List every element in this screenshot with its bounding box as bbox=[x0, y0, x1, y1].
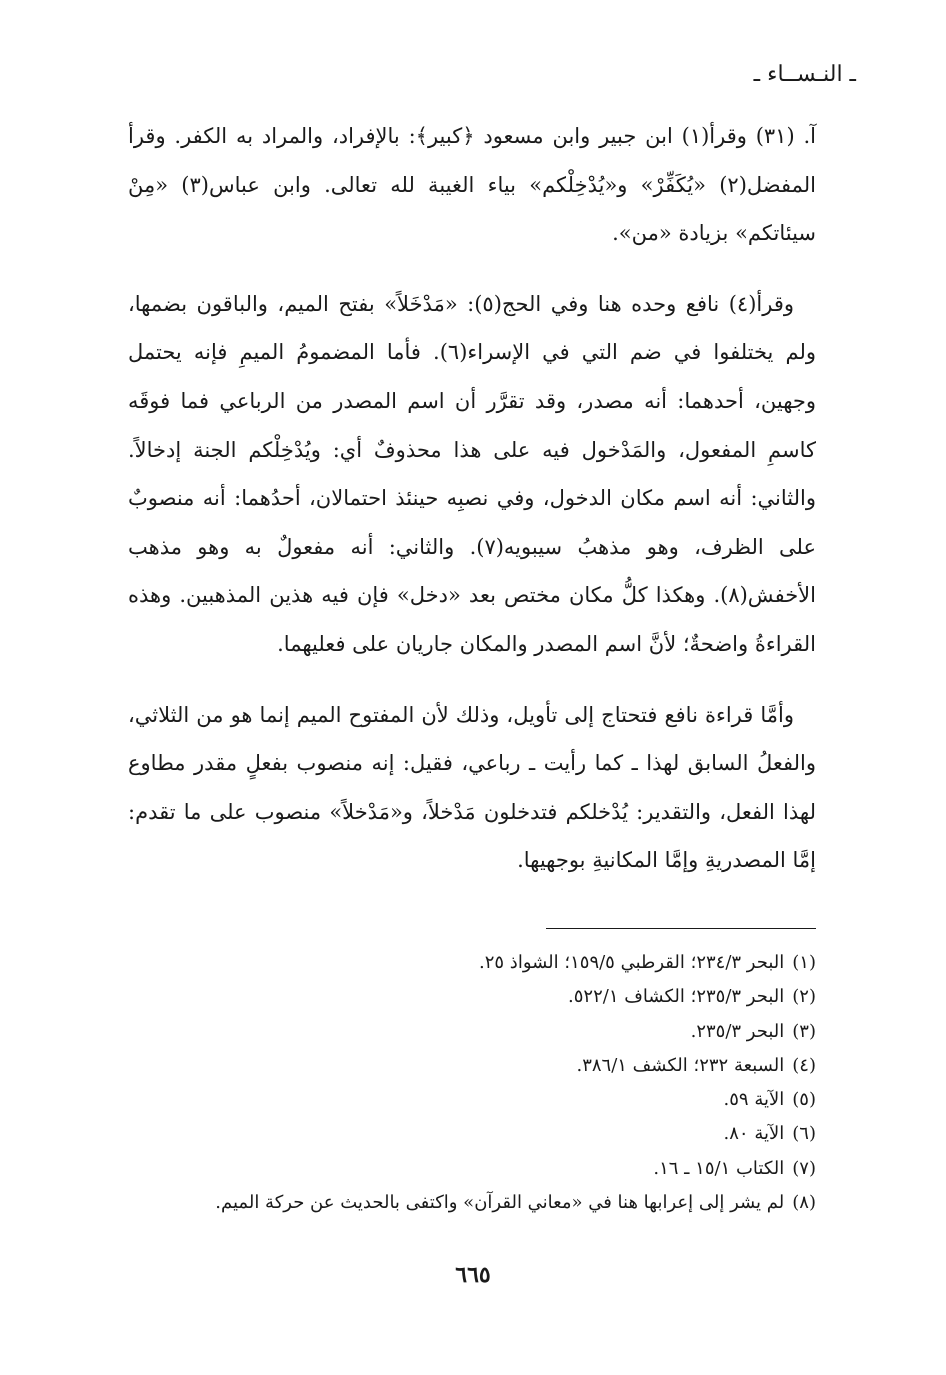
footnotes bbox=[128, 946, 816, 1220]
footnote-number: (٢) bbox=[792, 986, 816, 1008]
footnote-4 bbox=[128, 1049, 816, 1083]
footnote-text: لم يشر إلى إعرابها هنا في «معاني القرآن» واكتفى بالحديث عن حركة الميم. bbox=[215, 1192, 785, 1214]
footnote-separator bbox=[546, 928, 816, 929]
main-text bbox=[128, 112, 816, 907]
footnote-text: السبعة ٢٣٢؛ الكشف ٣٨٦/١. bbox=[576, 1054, 785, 1076]
footnote-1 bbox=[128, 946, 816, 980]
page-number: ٦٦٥ bbox=[455, 1262, 491, 1288]
footnote-2 bbox=[128, 980, 816, 1014]
running-header: ـ النـســاء ـ bbox=[753, 62, 856, 87]
footnote-5 bbox=[128, 1083, 816, 1117]
footnote-3 bbox=[128, 1015, 816, 1049]
footnote-text: البحر ٢٣٥/٣. bbox=[690, 1020, 785, 1042]
paragraph-2: وقرأ(٤) نافع وحده هنا وفي الحج(٥): «مَدْخَلاً» بفتح الميم، والباقون بضمها، ولم يختلفوا في ضم التي في الإسراء(٦). فأما المضمومُ الميمِ فإنه يحتمل وجهين، أحدهما: أنه مصدر، وقد تقرَّر أن اسم المصدر من الرباعي فما فوقَه كاسمِ المفعول، والمَدْخول فيه على هذا محذوفٌ أي: ويُدْخِلْكم الجنة إدخالاً. والثاني: أنه اسم مكان الدخول، وفي نصبِه حينئذ احتمالان، أحدُهما: أنه منصوبٌ على الظرف، وهو مذهبُ سيبويه(٧). والثاني: أنه مفعولٌ به وهو مذهب الأخفش(٨). وهكذا كلُّ مكان مختص بعد «دخل» فإن فيه هذين المذهبين. وهذه القراءةُ واضحةٌ؛ لأنَّ اسم المصدر والمكان جاريان على فعليهما. bbox=[128, 291, 816, 656]
footnote-number: (٦) bbox=[792, 1123, 816, 1145]
footnote-number: (٤) bbox=[792, 1054, 816, 1076]
footnote-6 bbox=[128, 1117, 816, 1151]
footnote-number: (٣) bbox=[792, 1020, 816, 1042]
footnote-text: البحر ٢٣٥/٣؛ الكشاف ٥٢٢/١. bbox=[568, 986, 785, 1008]
footnote-number: (٨) bbox=[792, 1192, 816, 1214]
footnote-text: الآية ٥٩. bbox=[723, 1089, 785, 1111]
footnote-number: (٧) bbox=[792, 1157, 816, 1179]
footnote-number: (١) bbox=[792, 952, 816, 973]
footnote-7 bbox=[128, 1152, 816, 1186]
footnote-text: الكتاب ١٥/١ ـ ١٦. bbox=[653, 1157, 785, 1179]
footnote-text: البحر ٢٣٤/٣؛ القرطبي ١٥٩/٥؛ الشواذ ٢٥. bbox=[479, 952, 785, 973]
footnote-8 bbox=[128, 1186, 816, 1220]
paragraph-1: آ. (٣١) وقرأ(١) ابن جبير وابن مسعود ﴿كبير﴾: بالإفراد، والمراد به الكفر. وقرأ المفضل(٢) «يُكَفِّرْ» و«يُدْخِلْكم» بياء الغيبة لله تعالى. وابن عباس(٣) «مِنْ سيئاتكم» بزيادة «من». bbox=[128, 124, 816, 246]
footnote-text: الآية ٨٠. bbox=[723, 1123, 785, 1145]
footnote-number: (٥) bbox=[792, 1089, 816, 1111]
paragraph-3: وأمَّا قراءة نافع فتحتاج إلى تأويل، وذلك لأن المفتوح الميم إنما هو من الثلاثي، والفعلُ السابق لهذا ـ كما رأيت ـ رباعي، فقيل: إنه منصوب بفعلٍ مقدر مطاوع لهذا الفعل، والتقدير: يُدْخلكم فتدخلون مَدْخلاً، و«مَدْخلاً» منصوب على ما تقدم: إمَّا المصدريةِ وإمَّا المكانيةِ بوجهيها. bbox=[128, 702, 816, 873]
